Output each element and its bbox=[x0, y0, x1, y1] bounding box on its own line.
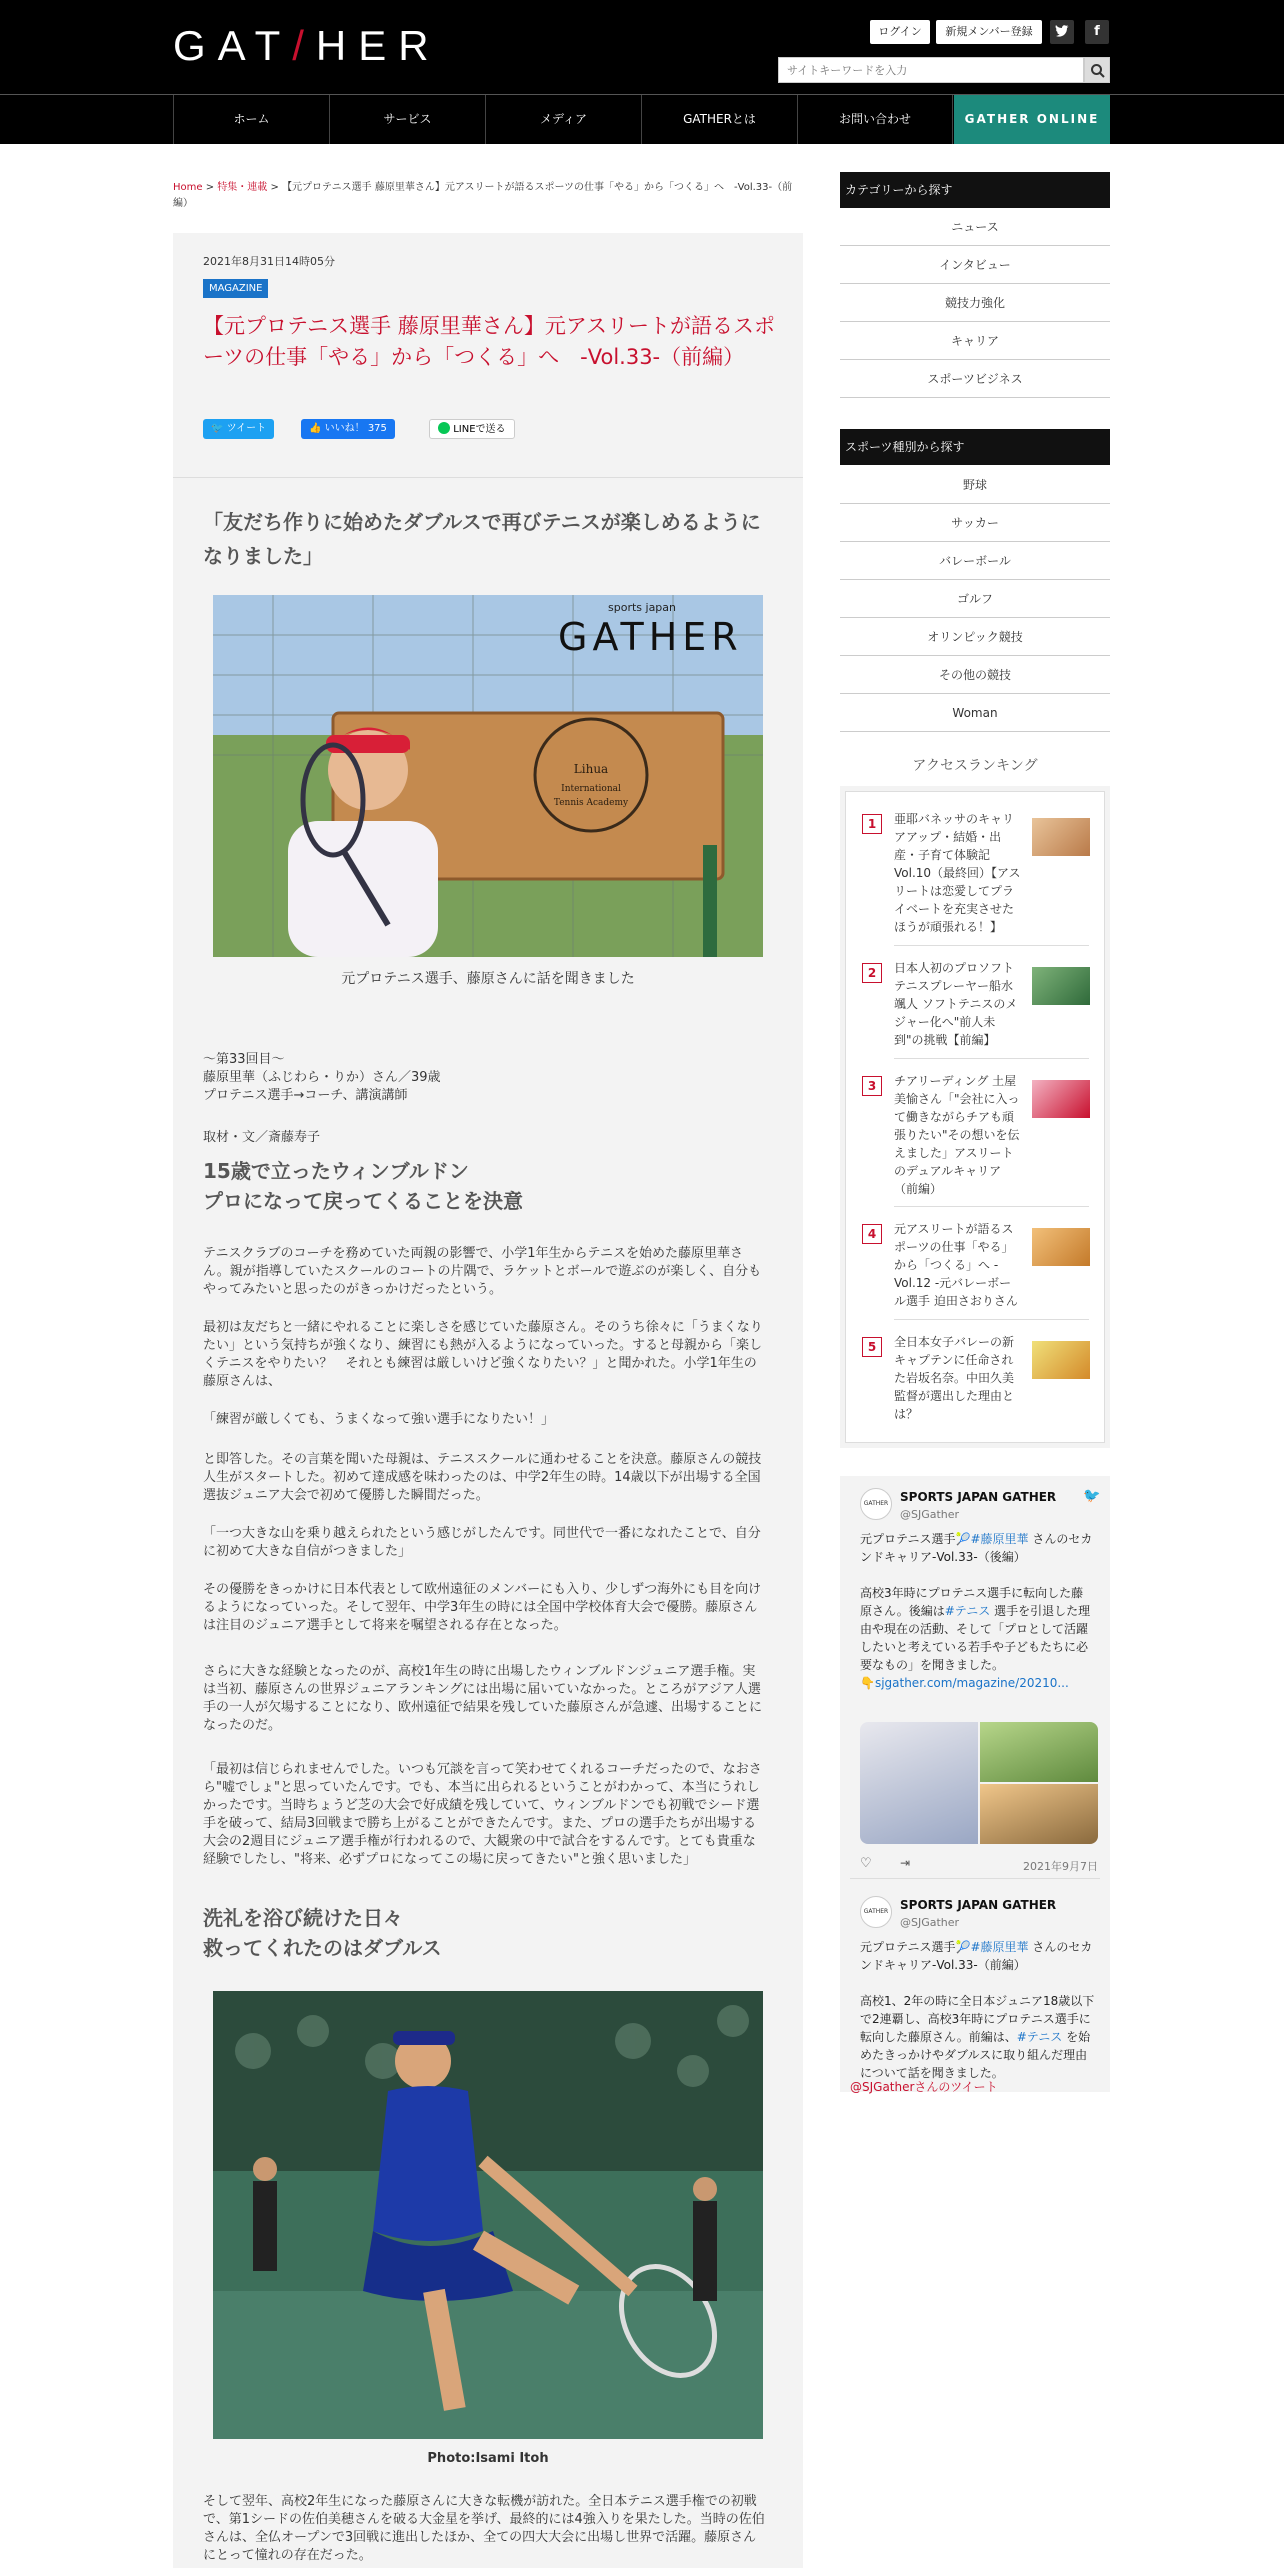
breadcrumb-home[interactable]: Home bbox=[173, 182, 203, 193]
article-date: 2021年8月31日14時05分 bbox=[203, 255, 335, 268]
line-label: LINEで送る bbox=[453, 424, 506, 435]
tweet-text-part: 高校1、2年の時に全日本ジュニア18歳以下で2連覇し、高校3年時にプロテニス選手に転向した藤原さん。前編は、 bbox=[860, 1994, 1095, 2044]
rank-number: 5 bbox=[862, 1337, 882, 1357]
thumbs-up-icon: 👍 bbox=[309, 423, 322, 434]
paragraph: そして翌年、高校2年生になった藤原さんに大きな転機が訪れた。全日本テニス選手権での初戦で、第1シードの佐伯美穂さんを破る大金星を挙げ、最終的には4強入りを果たした。当時の佐伯さんは、全仏オープンで3回戦に進出したほか、全ての四大大会に出場し世界で活躍。藤原さんにとって憧れの存在だった。 bbox=[203, 2494, 765, 2563]
match-photo bbox=[213, 1991, 763, 2439]
heart-icon[interactable]: ♡ bbox=[860, 1856, 872, 1871]
intro-line: プロテニス選手→コーチ、講演講師 bbox=[203, 1088, 408, 1103]
section-heading-line: 洗礼を浴び続けた日々 bbox=[203, 1906, 403, 1930]
tweet-text-part: 元プロテニス選手🎾 bbox=[860, 1940, 971, 1954]
article-title: 【元プロテニス選手 藤原里華さん】元アスリートが語るスポーツの仕事「やる」から「つくる」へ -Vol.33-（前編） bbox=[203, 314, 775, 369]
tweet-image[interactable] bbox=[860, 1722, 978, 1844]
divider bbox=[894, 1058, 1089, 1059]
divider bbox=[894, 945, 1089, 946]
tweet-text-part: 高校3年時にプロテニス選手に転向した藤原さん。後編は bbox=[860, 1586, 1084, 1618]
tweet-label: ツイート bbox=[226, 423, 267, 434]
twitter-icon[interactable] bbox=[1050, 20, 1074, 44]
sport-heading: スポーツ種別から探す bbox=[840, 429, 1110, 465]
photo-caption: 元プロテニス選手、藤原さんに話を聞きました bbox=[341, 971, 635, 987]
rank-thumbnail[interactable] bbox=[1032, 1080, 1090, 1118]
rank-thumbnail[interactable] bbox=[1032, 967, 1090, 1005]
tweet-link[interactable]: 👇sjgather.com/magazine/20210... bbox=[860, 1676, 1069, 1690]
article bbox=[173, 233, 803, 2568]
rank-thumbnail[interactable] bbox=[1032, 818, 1090, 856]
tweet-author-name[interactable]: SPORTS JAPAN GATHER bbox=[900, 1490, 1057, 1504]
tweet-text bbox=[860, 1530, 1095, 1566]
sport-item-other[interactable]: その他の競技 bbox=[840, 656, 1110, 694]
paragraph: と即答した。その言葉を聞いた母親は、テニススクールに通わせることを決意。藤原さんの競技人生がスタートした。初めて達成感を味わったのは、中学2年生の時。14歳以下が出場する全国選抜ジュニア大会で初めて優勝した瞬間だった。 bbox=[203, 1452, 762, 1503]
rank-title[interactable]: 日本人初のプロソフトテニスプレーヤー船水颯人 ソフトテニスのメジャー化へ"前人未到"の挑戦【前編】 bbox=[894, 961, 1018, 1047]
category-tag[interactable]: MAGAZINE bbox=[203, 279, 268, 298]
rank-number: 2 bbox=[862, 963, 882, 983]
breadcrumb bbox=[173, 180, 793, 212]
nav-gather-online[interactable]: GATHER ONLINE bbox=[954, 95, 1110, 144]
like-label: いいね！ 375 bbox=[324, 423, 387, 434]
share-icon[interactable]: ⇥ bbox=[900, 1856, 911, 1870]
rank-thumbnail[interactable] bbox=[1032, 1228, 1090, 1266]
tweet-text-part: 元プロテニス選手🎾 bbox=[860, 1532, 971, 1546]
like-button[interactable] bbox=[301, 419, 395, 439]
rank-number: 1 bbox=[862, 814, 882, 834]
author-credit: 取材・文／斎藤寿子 bbox=[203, 1130, 321, 1145]
rank-number: 4 bbox=[862, 1224, 882, 1244]
site-header bbox=[0, 0, 1284, 94]
lead-quote: 「友だち作りに始めたダブルスで再びテニスが楽しめるようになりました」 bbox=[203, 510, 761, 568]
divider bbox=[850, 1878, 1100, 1879]
hashtag-link[interactable]: #藤原里華 bbox=[970, 1532, 1029, 1546]
search-icon[interactable] bbox=[1084, 57, 1110, 83]
facebook-icon[interactable]: f bbox=[1085, 20, 1109, 44]
divider bbox=[894, 1206, 1089, 1207]
photo-brand-small: sports japan bbox=[608, 601, 676, 614]
paragraph: 「練習が厳しくても、うまくなって強い選手になりたい！」 bbox=[203, 1412, 555, 1427]
hashtag-link[interactable]: #藤原里華 bbox=[970, 1940, 1029, 1954]
rank-thumbnail[interactable] bbox=[1032, 1341, 1090, 1379]
tweet-image[interactable] bbox=[980, 1784, 1098, 1844]
section-heading-line: プロになって戻ってくることを決意 bbox=[203, 1189, 523, 1213]
twitter-timeline[interactable] bbox=[840, 1476, 1110, 2092]
site-logo[interactable]: GAT/HER bbox=[173, 22, 441, 69]
svg-text:International: International bbox=[561, 784, 621, 794]
sport-item-golf[interactable]: ゴルフ bbox=[840, 580, 1110, 618]
category-item-business[interactable]: スポーツビジネス bbox=[840, 360, 1110, 398]
tweet-button[interactable] bbox=[203, 419, 274, 439]
breadcrumb-separator: > bbox=[205, 182, 215, 193]
section-heading bbox=[203, 1903, 768, 1963]
breadcrumb-current: 【元プロテニス選手 藤原里華さん】元アスリートが語るスポーツの仕事「やる」から「つくる」へ -Vol.33-（前編） bbox=[173, 182, 793, 209]
interview-photo bbox=[213, 595, 763, 957]
sport-item-olympic[interactable]: オリンピック競技 bbox=[840, 618, 1110, 656]
interview-intro bbox=[203, 1051, 768, 1105]
photo-brand: GATHER bbox=[558, 615, 743, 659]
paragraph: その優勝をきっかけに日本代表として欧州遠征のメンバーにも入り、少しずつ海外にも目を向けるようになっていった。そして翌年、中学3年生の時には全国中学校体育大会で優勝。藤原さんは注目のジュニア選手として将来を嘱望される存在となった。 bbox=[203, 1582, 762, 1633]
twitter-timeline-link[interactable]: @SJGatherさんのツイート bbox=[850, 2080, 998, 2094]
tweet-media[interactable] bbox=[860, 1722, 1098, 1844]
tweet-text-part: 選手を引退した理由や現在の活動、そして「プロとして活躍したいと考えている若手や子どもたちに必要なもの」を聞きました。 bbox=[860, 1604, 1091, 1672]
search-input[interactable] bbox=[778, 57, 1084, 83]
ranking-list bbox=[845, 791, 1105, 1443]
category-list bbox=[840, 208, 1110, 398]
login-button[interactable]: ログイン bbox=[870, 20, 930, 44]
sport-item-volleyball[interactable]: バレーボール bbox=[840, 542, 1110, 580]
tweet-body bbox=[860, 1992, 1095, 2082]
tweet-author-handle[interactable]: @SJGather bbox=[900, 1916, 960, 1929]
tweet-text-part: を始めたきっかけやダブルスに取り組んだ理由について話を聞きました。 bbox=[860, 2030, 1091, 2080]
category-item-career[interactable]: キャリア bbox=[840, 322, 1110, 360]
paragraph: 「一つ大きな山を乗り越えられたという感じがしたんです。同世代で一番になれたことで、自分に初めて大きな自信がつきました」 bbox=[203, 1526, 761, 1559]
register-button[interactable]: 新規メンバー登録 bbox=[936, 20, 1042, 44]
hashtag-link[interactable]: #テニス bbox=[944, 1604, 991, 1618]
paragraph: 最初は友だちと一緒にやれることに楽しさを感じていた藤原さん。そのうち徐々に「うまくなりたい」という気持ちが強くなり、練習にも熱が入るようになっていった。すると母親から「楽しくテニスをやりたい？ それとも練習は厳しいけど強くなりたい？」と聞かれた。小学1年生の藤原さんは、 bbox=[203, 1320, 763, 1389]
tweet-text bbox=[860, 1938, 1095, 1974]
nav-media[interactable]: メディア bbox=[485, 95, 641, 144]
paragraph: さらに大きな経験となったのが、高校1年生の時に出場したウィンブルドンジュニア選手権。実は当初、藤原さんの世界ジュニアランキングには出場に届いていなかった。ところがアジア人選手の一人が欠場することになり、欧州遠征で結果を残していた藤原さんが急遽、出場することになったのだ。 bbox=[203, 1664, 763, 1733]
sport-item-baseball[interactable]: 野球 bbox=[840, 466, 1110, 504]
breadcrumb-separator: > bbox=[270, 182, 279, 193]
divider bbox=[894, 1319, 1089, 1320]
rank-title[interactable]: 元アスリートが語るスポーツの仕事「やる」から「つくる」へ -Vol.12 -元バレーボール選手 迫田さおりさん bbox=[894, 1222, 1018, 1308]
category-item-performance[interactable]: 競技力強化 bbox=[840, 284, 1110, 322]
hashtag-link[interactable]: #テニス bbox=[1016, 2030, 1063, 2044]
tweet-text-part: さんのセカンドキャリア-Vol.33-（後編） bbox=[860, 1532, 1093, 1564]
tweet-author-name[interactable]: SPORTS JAPAN GATHER bbox=[900, 1898, 1057, 1912]
ranking-panel bbox=[840, 786, 1110, 1448]
line-icon bbox=[438, 422, 450, 434]
tweet-image[interactable] bbox=[980, 1722, 1098, 1782]
tweet-date[interactable]: 2021年9月7日 bbox=[1023, 1860, 1098, 1873]
nav-contact[interactable]: お問い合わせ bbox=[797, 95, 953, 144]
line-share-button[interactable] bbox=[429, 419, 515, 439]
intro-line: 藤原里華（ふじわら・りか）さん／39歳 bbox=[203, 1070, 441, 1085]
nav-service[interactable]: サービス bbox=[329, 95, 485, 144]
paragraph: 「最初は信じられませんでした。いつも冗談を言って笑わせてくれるコーチだったので、なおさら"嘘でしょ"と思っていたんです。でも、本当に出られるということがわかって、本当にうれしかったです。当時ちょうど芝の大会で好成績を残していて、ウィンブルドンでも初戦でシード選手を破って、結局3回戦まで勝ち上がることができたんです。また、プロの選手たちが出場する大会の2週目にジュニア選手権が行われるので、大観衆の中で試合をするんです。とても貴重な経験でしたし、"将来、必ずプロになってこの場に戻ってきたい"と強く思いました」 bbox=[203, 1762, 762, 1867]
intro-line: ～第33回目～ bbox=[203, 1052, 285, 1067]
twitter-avatar[interactable]: GATHER bbox=[860, 1896, 892, 1928]
category-item-interview[interactable]: インタビュー bbox=[840, 246, 1110, 284]
category-heading: カテゴリーから探す bbox=[840, 172, 1110, 208]
sign-text: Lihua bbox=[573, 762, 609, 776]
section-heading-line: 救ってくれたのはダブルス bbox=[203, 1936, 442, 1960]
sport-list bbox=[840, 466, 1110, 732]
photo-credit: Photo:Isami Itoh bbox=[427, 2451, 549, 2466]
category-item-news[interactable]: ニュース bbox=[840, 208, 1110, 246]
sport-item-soccer[interactable]: サッカー bbox=[840, 504, 1110, 542]
rank-title[interactable]: チアリーディング 土屋美愉さん「"会社に入って働きながらチアも頑張りたい"その想いを伝えました」アスリートのデュアルキャリア（前編） bbox=[894, 1074, 1020, 1196]
rank-title[interactable]: 亜耶バネッサのキャリアアップ・結婚・出産・子育て体験記 Vol.10（最終回）【アスリートは恋愛してプライベートを充実させたほうが頑張れる！】 bbox=[894, 812, 1021, 934]
ranking-heading: アクセスランキング bbox=[912, 758, 1038, 774]
divider bbox=[173, 477, 803, 478]
paragraph: テニスクラブのコーチを務めていた両親の影響で、小学1年生からテニスを始めた藤原里華さん。親が指導していたスクールのコートの片隅で、ラケットとボールで遊ぶのが楽しく、自分もやってみたいと思ったのがきっかけだったという。 bbox=[203, 1246, 762, 1297]
main-nav bbox=[0, 94, 1284, 144]
rank-title[interactable]: 全日本女子バレーの新キャプテンに任命された岩坂名奈。中田久美監督が選出した理由とは？ bbox=[894, 1335, 1015, 1421]
twitter-avatar[interactable]: GATHER bbox=[860, 1488, 892, 1520]
tweet-author-handle[interactable]: @SJGather bbox=[900, 1508, 960, 1521]
tweet-body bbox=[860, 1584, 1095, 1674]
twitter-bird-icon: 🐦 bbox=[211, 423, 224, 434]
sport-item-woman[interactable]: Woman bbox=[840, 694, 1110, 732]
nav-home[interactable]: ホーム bbox=[173, 95, 329, 144]
svg-text:Tennis Academy: Tennis Academy bbox=[553, 798, 629, 808]
rank-number: 3 bbox=[862, 1076, 882, 1096]
section-heading bbox=[203, 1156, 768, 1216]
twitter-bird-icon: 🐦 bbox=[1083, 1488, 1101, 1504]
breadcrumb-category[interactable]: 特集・連載 bbox=[217, 182, 268, 193]
section-heading-line: 15歳で立ったウィンブルドン bbox=[203, 1159, 469, 1183]
nav-about[interactable]: GATHERとは bbox=[641, 95, 797, 144]
tweet-text-part: さんのセカンドキャリア-Vol.33-（前編） bbox=[860, 1940, 1093, 1972]
